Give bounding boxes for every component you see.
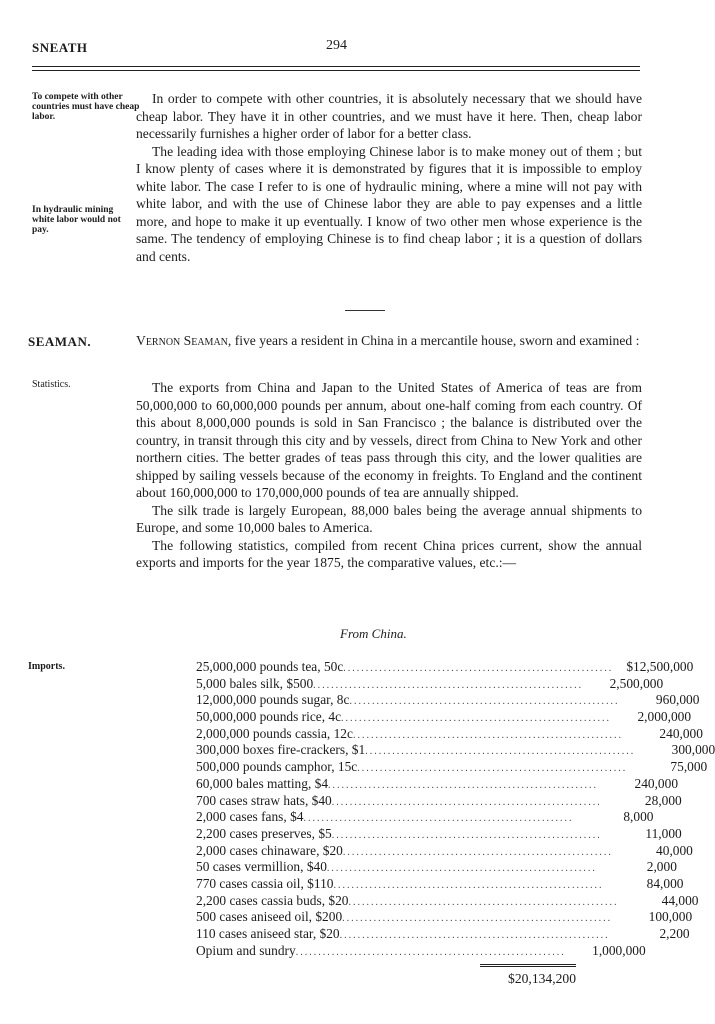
row-amount: 300,000 — [671, 742, 715, 758]
leader-dots: ............................................................ — [295, 946, 566, 958]
row-amount: 44,000 — [661, 892, 699, 908]
total-rule-double — [480, 966, 576, 967]
leader-dots: ............................................................ — [333, 879, 604, 891]
leader-dots: ............................................................ — [328, 779, 599, 791]
table-caption: From China. — [340, 626, 407, 641]
row-amount: 240,000 — [634, 775, 679, 791]
leader-dots: ............................................................ — [303, 813, 574, 825]
witness-introduction — [136, 332, 642, 350]
margin-note-imports: Imports. — [28, 661, 65, 672]
table-row — [196, 909, 693, 926]
seaman-paragraph-3: The following statistics, compiled from recent China prices current, show the annual exports and imports for the year 1875, the comparative values, etc.:— — [136, 537, 642, 570]
total-rule — [480, 964, 576, 965]
table-row — [196, 709, 692, 726]
row-description: 2,000,000 pounds cassia, 12c — [196, 725, 353, 741]
table-row — [196, 926, 690, 943]
row-description: 50 cases vermillion, $40 — [196, 859, 327, 875]
sneath-testimony — [136, 90, 642, 265]
row-description: 2,000 cases chinaware, $20 — [196, 842, 343, 858]
table-row — [196, 775, 679, 793]
leader-dots: ............................................................ — [313, 679, 584, 691]
row-description: 2,200 cases cassia buds, $20 — [196, 892, 349, 908]
table-row — [196, 692, 700, 709]
row-amount: $12,500,000 — [626, 659, 694, 674]
table-row — [196, 875, 684, 893]
witness-heading: SEAMAN. — [28, 334, 92, 349]
row-description: 500,000 pounds camphor, 15c — [196, 759, 358, 775]
row-amount: 28,000 — [644, 792, 682, 808]
leader-dots: ............................................................ — [341, 713, 612, 725]
leader-dots: ............................................................ — [357, 763, 628, 775]
row-amount: 84,000 — [646, 875, 684, 891]
section-separator — [345, 310, 385, 311]
leader-dots: ............................................................ — [352, 729, 623, 741]
row-description: 60,000 bales matting, $4 — [196, 775, 329, 791]
table-row — [196, 859, 677, 876]
row-description: 50,000,000 pounds rice, 4c — [196, 709, 342, 725]
leader-dots: ............................................................ — [339, 930, 610, 941]
imports-table — [196, 659, 715, 959]
table-row — [196, 725, 703, 743]
page-number: 294 — [326, 38, 347, 53]
row-description: 12,000,000 pounds sugar, 8c — [196, 692, 350, 708]
table-row — [196, 675, 664, 693]
witness-intro-text: , five years a resident in China in a mercantile house, sworn and examined : — [227, 333, 640, 348]
table-row — [196, 942, 646, 960]
margin-note-hydraulic: In hydraulic mining white labor would not pay. — [32, 205, 121, 235]
leader-dots: ............................................................ — [326, 863, 597, 875]
leader-dots: ............................................................ — [365, 746, 636, 758]
sneath-paragraph-1: In order to compete with other countries, it is absolutely necessary that we should have cheap labor. They have it in other countries, and we must have it here. Then, cheap labor necessarily furnishes a higher order of labor for a better class. — [136, 91, 642, 141]
row-description: 110 cases aniseed star, $20 — [196, 926, 340, 941]
table-row — [196, 825, 682, 843]
witness-name: Vernon Seaman — [136, 333, 228, 348]
margin-note-statistics: Statistics. — [32, 379, 71, 390]
table-row — [196, 809, 654, 826]
margin-note-compete: To compete with other countries must have cheap labor. — [32, 92, 140, 122]
row-description: 2,000 cases fans, $4 — [196, 809, 304, 825]
running-head-name: SNEATH — [32, 40, 88, 55]
seaman-paragraph-1: The exports from China and Japan to the United States of America of teas are from 50,000,000 to 60,000,000 pounds per annum, about one-half coming from each country. Of this about 8,000,000 pounds is sold in San Francisco ; the balance is distributed over the country, in transit through this city and by vessels, direct from China to New York and other northern cities. The better grades of teas pass through this city, and the lower qualities are shipped by sailing vessels because of the economy in freights. To England and the continent about 160,000,000 to 170,000,000 pounds of tea are annually shipped. — [136, 380, 642, 500]
row-amount: 8,000 — [623, 809, 654, 825]
table-row — [196, 892, 699, 910]
row-amount: 960,000 — [655, 692, 700, 708]
seaman-testimony — [136, 379, 642, 572]
imports-total: $20,134,200 — [508, 971, 576, 986]
leader-dots: ............................................................ — [331, 829, 602, 841]
table-row — [196, 759, 708, 776]
row-description: 700 cases straw hats, $40 — [196, 792, 332, 808]
row-amount: 2,000 — [646, 859, 677, 875]
row-amount: 2,000,000 — [637, 709, 692, 725]
table-row — [196, 842, 693, 860]
row-amount: 2,200 — [659, 926, 690, 941]
table-row — [196, 792, 682, 810]
leader-dots: ............................................................ — [342, 846, 613, 858]
sneath-paragraph-2: The leading idea with those employing Chinese labor is to make money out of them ; but I know plenty of cases where it is demonstrated by figures that it is impossible to employ white labor. The case I refer to is one of hydraulic mining, where a mine will not pay with white labor, and with the use of Chinese labor they are able to pay expenses and a little more, and hope to make it up eventually. I know of two other men whose experience is the same. The tendency of employing Chinese is to find cheap labor ; it is a question of dollars and cents. — [136, 143, 642, 264]
leader-dots: ............................................................ — [349, 696, 620, 708]
row-description: 770 cases cassia oil, $110 — [196, 875, 334, 891]
row-amount: 40,000 — [656, 842, 693, 858]
row-amount: 2,500,000 — [609, 675, 664, 691]
leader-dots: ............................................................ — [348, 896, 619, 908]
table-row — [196, 742, 715, 759]
leader-dots: ............................................................ — [331, 796, 602, 808]
row-description: 5,000 bales silk, $500 — [196, 675, 314, 691]
row-amount: 1,000,000 — [592, 942, 646, 958]
table-row — [196, 659, 694, 676]
header-rule-bottom — [32, 70, 640, 71]
row-description: 25,000,000 pounds tea, 50c — [196, 659, 344, 674]
row-description: 500 cases aniseed oil, $200 — [196, 909, 343, 925]
row-amount: 11,000 — [645, 825, 682, 841]
row-description: 300,000 boxes fire-crackers, $1 — [196, 742, 366, 758]
row-amount: 240,000 — [659, 725, 703, 741]
leader-dots: ............................................................ — [343, 663, 614, 674]
header-rule-top — [32, 66, 640, 67]
seaman-paragraph-2: The silk trade is largely European, 88,000 bales being the average annual shipments to Europe, and some 10,000 bales to America. — [136, 502, 642, 535]
leader-dots: ............................................................ — [342, 913, 613, 925]
row-description: Opium and sundry — [196, 942, 296, 958]
row-amount: 75,000 — [670, 759, 708, 775]
row-amount: 100,000 — [648, 909, 693, 925]
row-description: 2,200 cases preserves, $5 — [196, 825, 332, 841]
